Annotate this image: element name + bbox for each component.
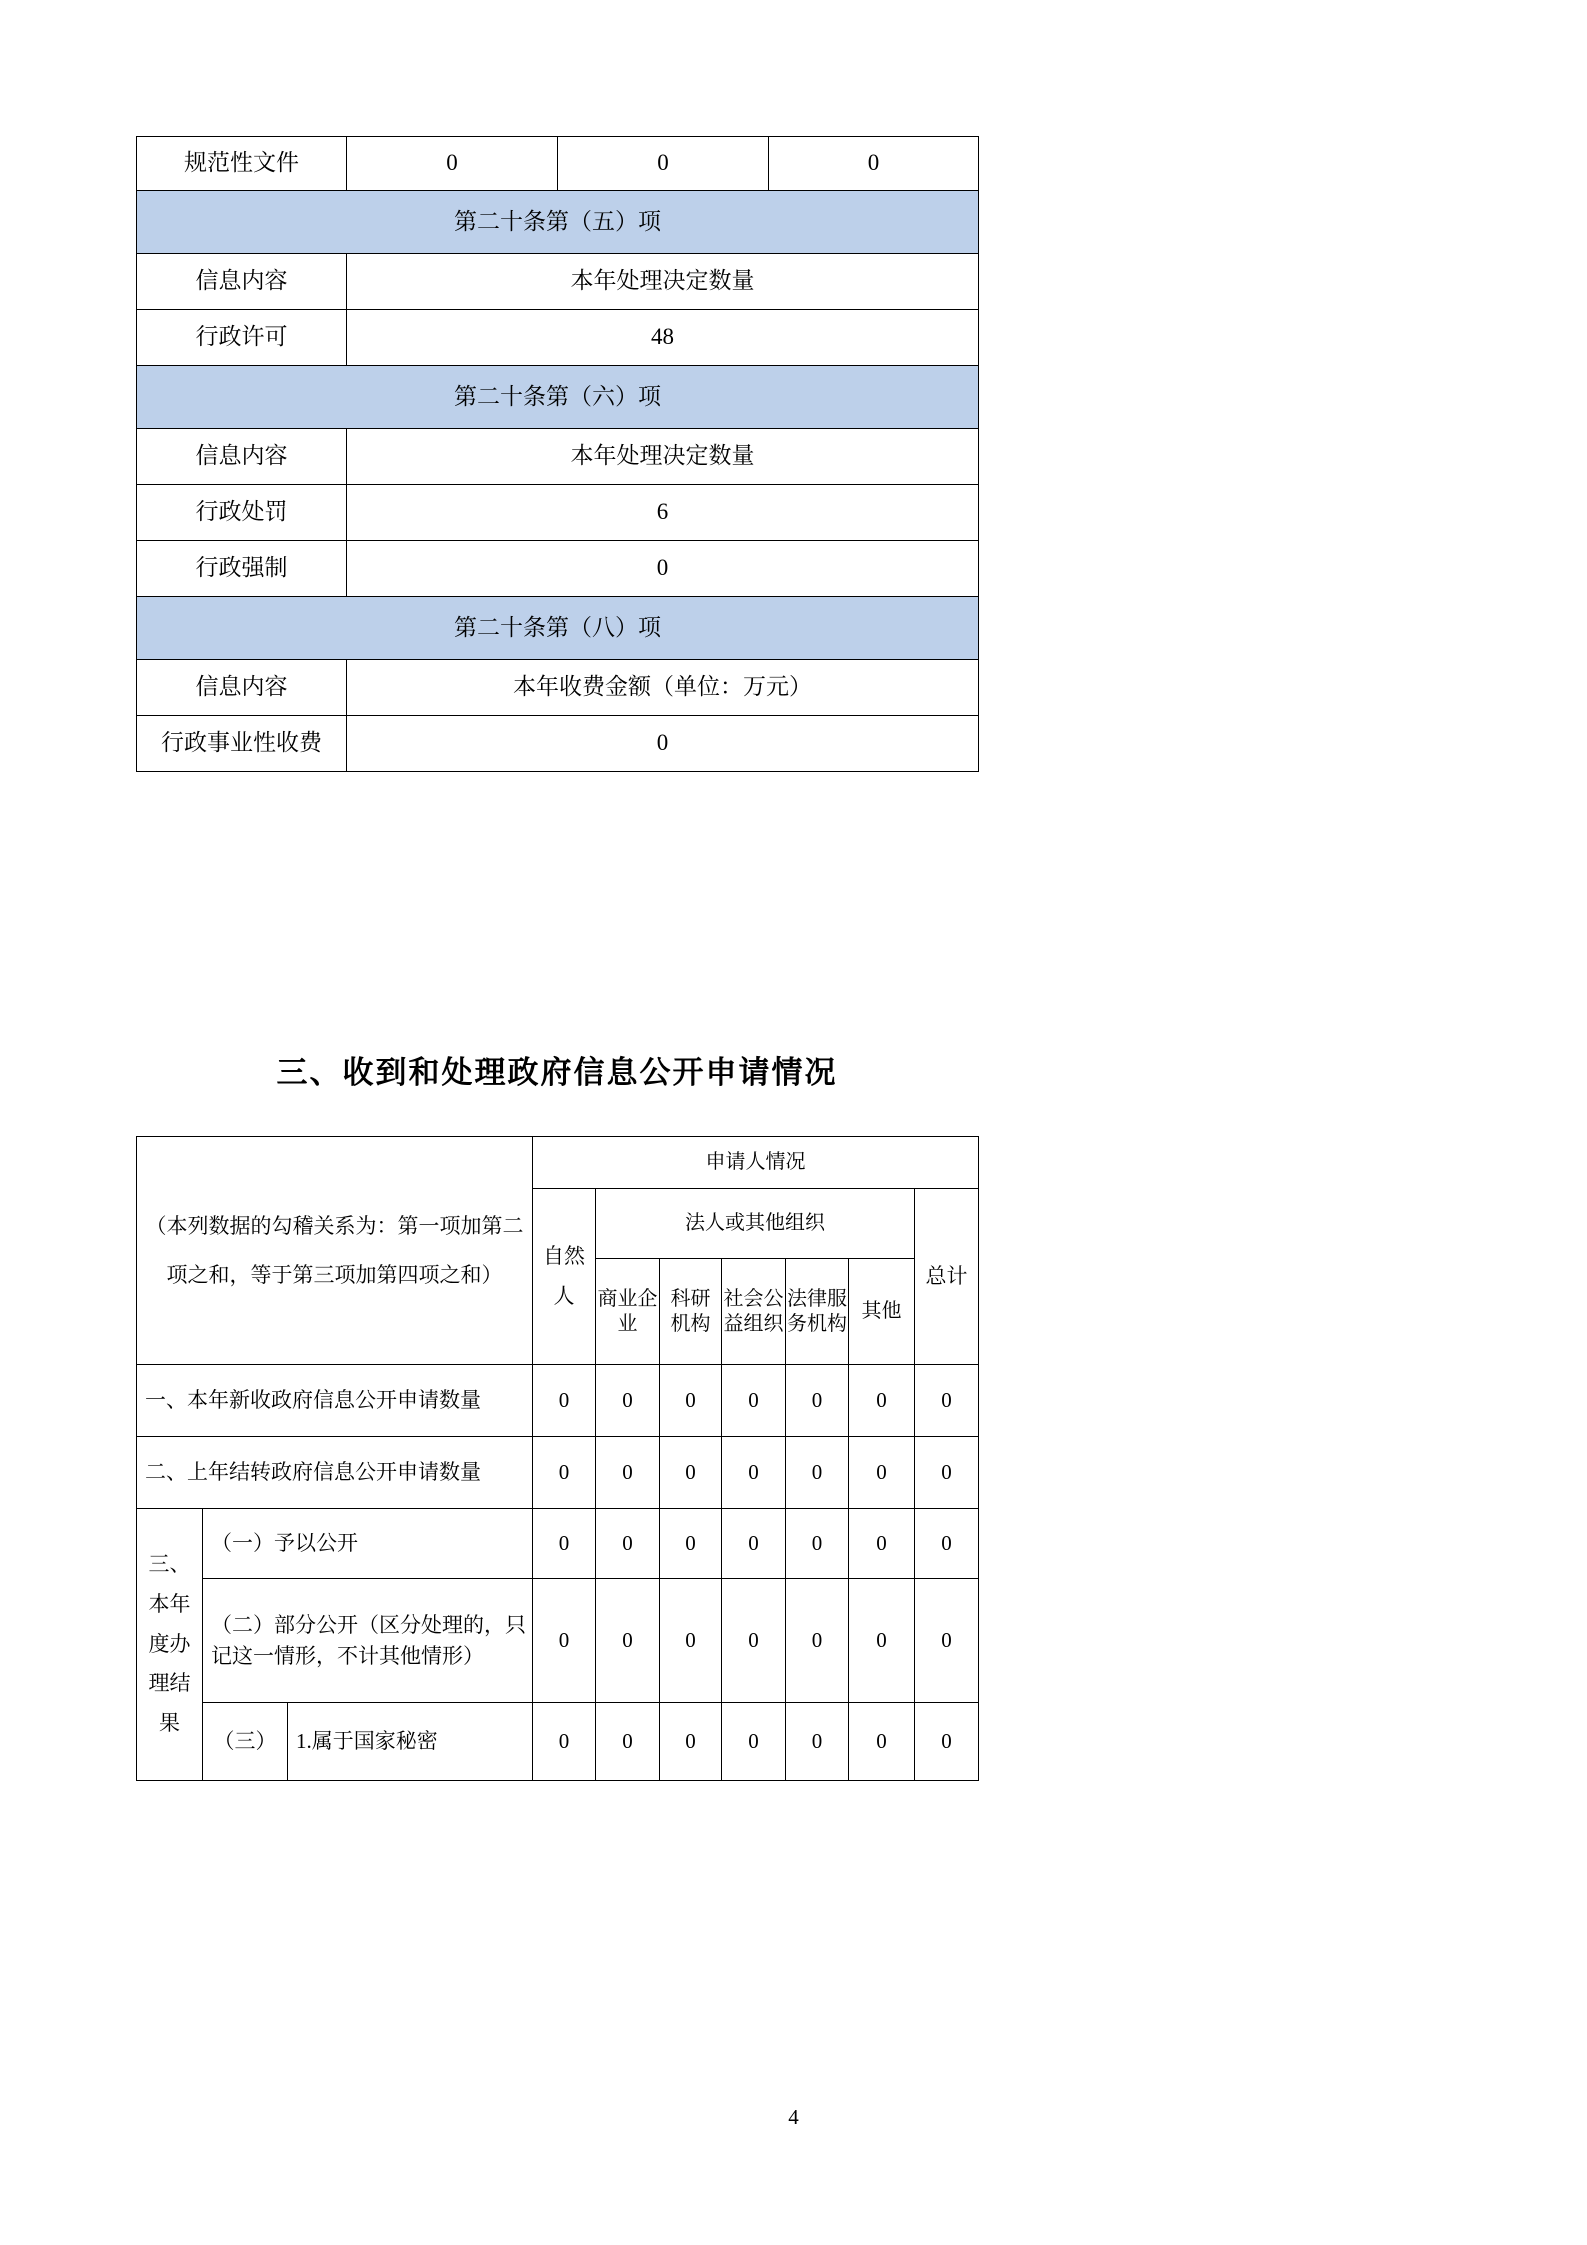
- cell-value: 0: [660, 1365, 722, 1437]
- cell-value: 0: [596, 1703, 660, 1781]
- col-research-institution: 科研机构: [660, 1259, 722, 1365]
- cell-value: 0: [915, 1703, 979, 1781]
- cell-value: 0: [533, 1509, 596, 1579]
- table-row: [137, 254, 979, 310]
- cell-value: 0: [722, 1365, 786, 1437]
- cell-value: 0: [558, 137, 769, 191]
- page-number: 4: [788, 2105, 799, 2129]
- applicant-header: 申请人情况: [533, 1137, 979, 1189]
- cell-value: 0: [722, 1509, 786, 1579]
- cell-value: 0: [915, 1579, 979, 1703]
- cell-value: 0: [849, 1703, 915, 1781]
- col-commercial-enterprise: 商业企业: [596, 1259, 660, 1365]
- section-heading: 三、收到和处理政府信息公开申请情况: [276, 1055, 838, 1091]
- col-natural-person: 自然人: [533, 1189, 596, 1365]
- cell-value: 0: [849, 1509, 915, 1579]
- cell-value: 0: [786, 1703, 849, 1781]
- cell-value: 0: [849, 1365, 915, 1437]
- table-row: [137, 429, 979, 485]
- table-row: [137, 310, 979, 366]
- table-row: [137, 137, 979, 191]
- cell-value: 0: [533, 1579, 596, 1703]
- band-label: 第二十条第（六）项: [137, 366, 979, 429]
- cell-value: 0: [786, 1509, 849, 1579]
- cell-value: 0: [786, 1365, 849, 1437]
- cell-value: 0: [786, 1579, 849, 1703]
- cell-value: 0: [347, 137, 558, 191]
- row-label: 行政许可: [137, 310, 347, 366]
- table-header-row: [137, 1137, 979, 1189]
- cell-value: 0: [533, 1703, 596, 1781]
- table-row: [137, 1437, 979, 1509]
- section-band-row: [137, 597, 979, 660]
- cell-value: 0: [722, 1579, 786, 1703]
- section-band-row: [137, 366, 979, 429]
- col-public-welfare-org: 社会公益组织: [722, 1259, 786, 1365]
- cell-value: 0: [915, 1365, 979, 1437]
- table-row: [137, 660, 979, 716]
- cell-value: 0: [849, 1579, 915, 1703]
- cell-value: 0: [722, 1703, 786, 1781]
- col-total: 总计: [915, 1189, 979, 1365]
- row-label: 一、本年新收政府信息公开申请数量: [137, 1365, 533, 1437]
- cell-value: 本年处理决定数量: [347, 429, 979, 485]
- checksum-note: （本列数据的勾稽关系为：第一项加第二项之和，等于第三项加第四项之和）: [137, 1137, 533, 1365]
- row-label: 信息内容: [137, 429, 347, 485]
- row-label: 规范性文件: [137, 137, 347, 191]
- cell-value: 0: [915, 1437, 979, 1509]
- legal-person-header: 法人或其他组织: [596, 1189, 915, 1259]
- result-text: 部分公开（区分处理的，只记这一情形，不计其他情形）: [211, 1613, 526, 1668]
- cell-value: 0: [533, 1365, 596, 1437]
- cell-value: 0: [347, 716, 979, 772]
- row-label: 信息内容: [137, 660, 347, 716]
- result-index: （一）: [211, 1531, 274, 1556]
- cell-value: 48: [347, 310, 979, 366]
- cell-value: 0: [660, 1579, 722, 1703]
- cell-value: 0: [660, 1437, 722, 1509]
- col-legal-service-org: 法律服务机构: [786, 1259, 849, 1365]
- cell-value: 0: [849, 1437, 915, 1509]
- cell-value: 0: [786, 1437, 849, 1509]
- cell-value: 0: [533, 1437, 596, 1509]
- table-row: [137, 485, 979, 541]
- band-label: 第二十条第（八）项: [137, 597, 979, 660]
- cell-value: 6: [347, 485, 979, 541]
- cell-value: 0: [596, 1579, 660, 1703]
- result-text: 予以公开: [274, 1531, 358, 1556]
- row-label: 行政强制: [137, 541, 347, 597]
- cell-value: 0: [596, 1437, 660, 1509]
- cell-value: 0: [915, 1509, 979, 1579]
- cell-value: 0: [769, 137, 979, 191]
- table-row: [137, 1579, 979, 1703]
- table-row: [137, 716, 979, 772]
- row-label: 行政事业性收费: [137, 716, 347, 772]
- col-other: 其他: [849, 1259, 915, 1365]
- cell-value: 0: [660, 1703, 722, 1781]
- cell-value: 0: [596, 1365, 660, 1437]
- row-label: 二、上年结转政府信息公开申请数量: [137, 1437, 533, 1509]
- row-label: 信息内容: [137, 254, 347, 310]
- row-label: 行政处罚: [137, 485, 347, 541]
- cell-value: 0: [660, 1509, 722, 1579]
- result-row-label: [203, 1509, 533, 1579]
- table-row: [137, 1509, 979, 1579]
- table-row: [137, 1365, 979, 1437]
- cell-value: 0: [347, 541, 979, 597]
- cell-value: 0: [722, 1437, 786, 1509]
- result-index: （二）: [211, 1613, 274, 1638]
- result-index: （三）: [203, 1703, 288, 1781]
- table-row: [137, 1703, 979, 1781]
- cell-value: 0: [596, 1509, 660, 1579]
- cell-value: 本年收费金额（单位：万元）: [347, 660, 979, 716]
- result-row-label: [203, 1579, 533, 1703]
- cell-value: 本年处理决定数量: [347, 254, 979, 310]
- result-row-label: 1.属于国家秘密: [288, 1703, 533, 1781]
- article-twenty-table: [136, 136, 979, 772]
- table-row: [137, 541, 979, 597]
- band-label: 第二十条第（五）项: [137, 191, 979, 254]
- result-group-label: 三、本年度办理结果: [137, 1509, 203, 1781]
- requests-table: [136, 1136, 979, 1781]
- section-band-row: [137, 191, 979, 254]
